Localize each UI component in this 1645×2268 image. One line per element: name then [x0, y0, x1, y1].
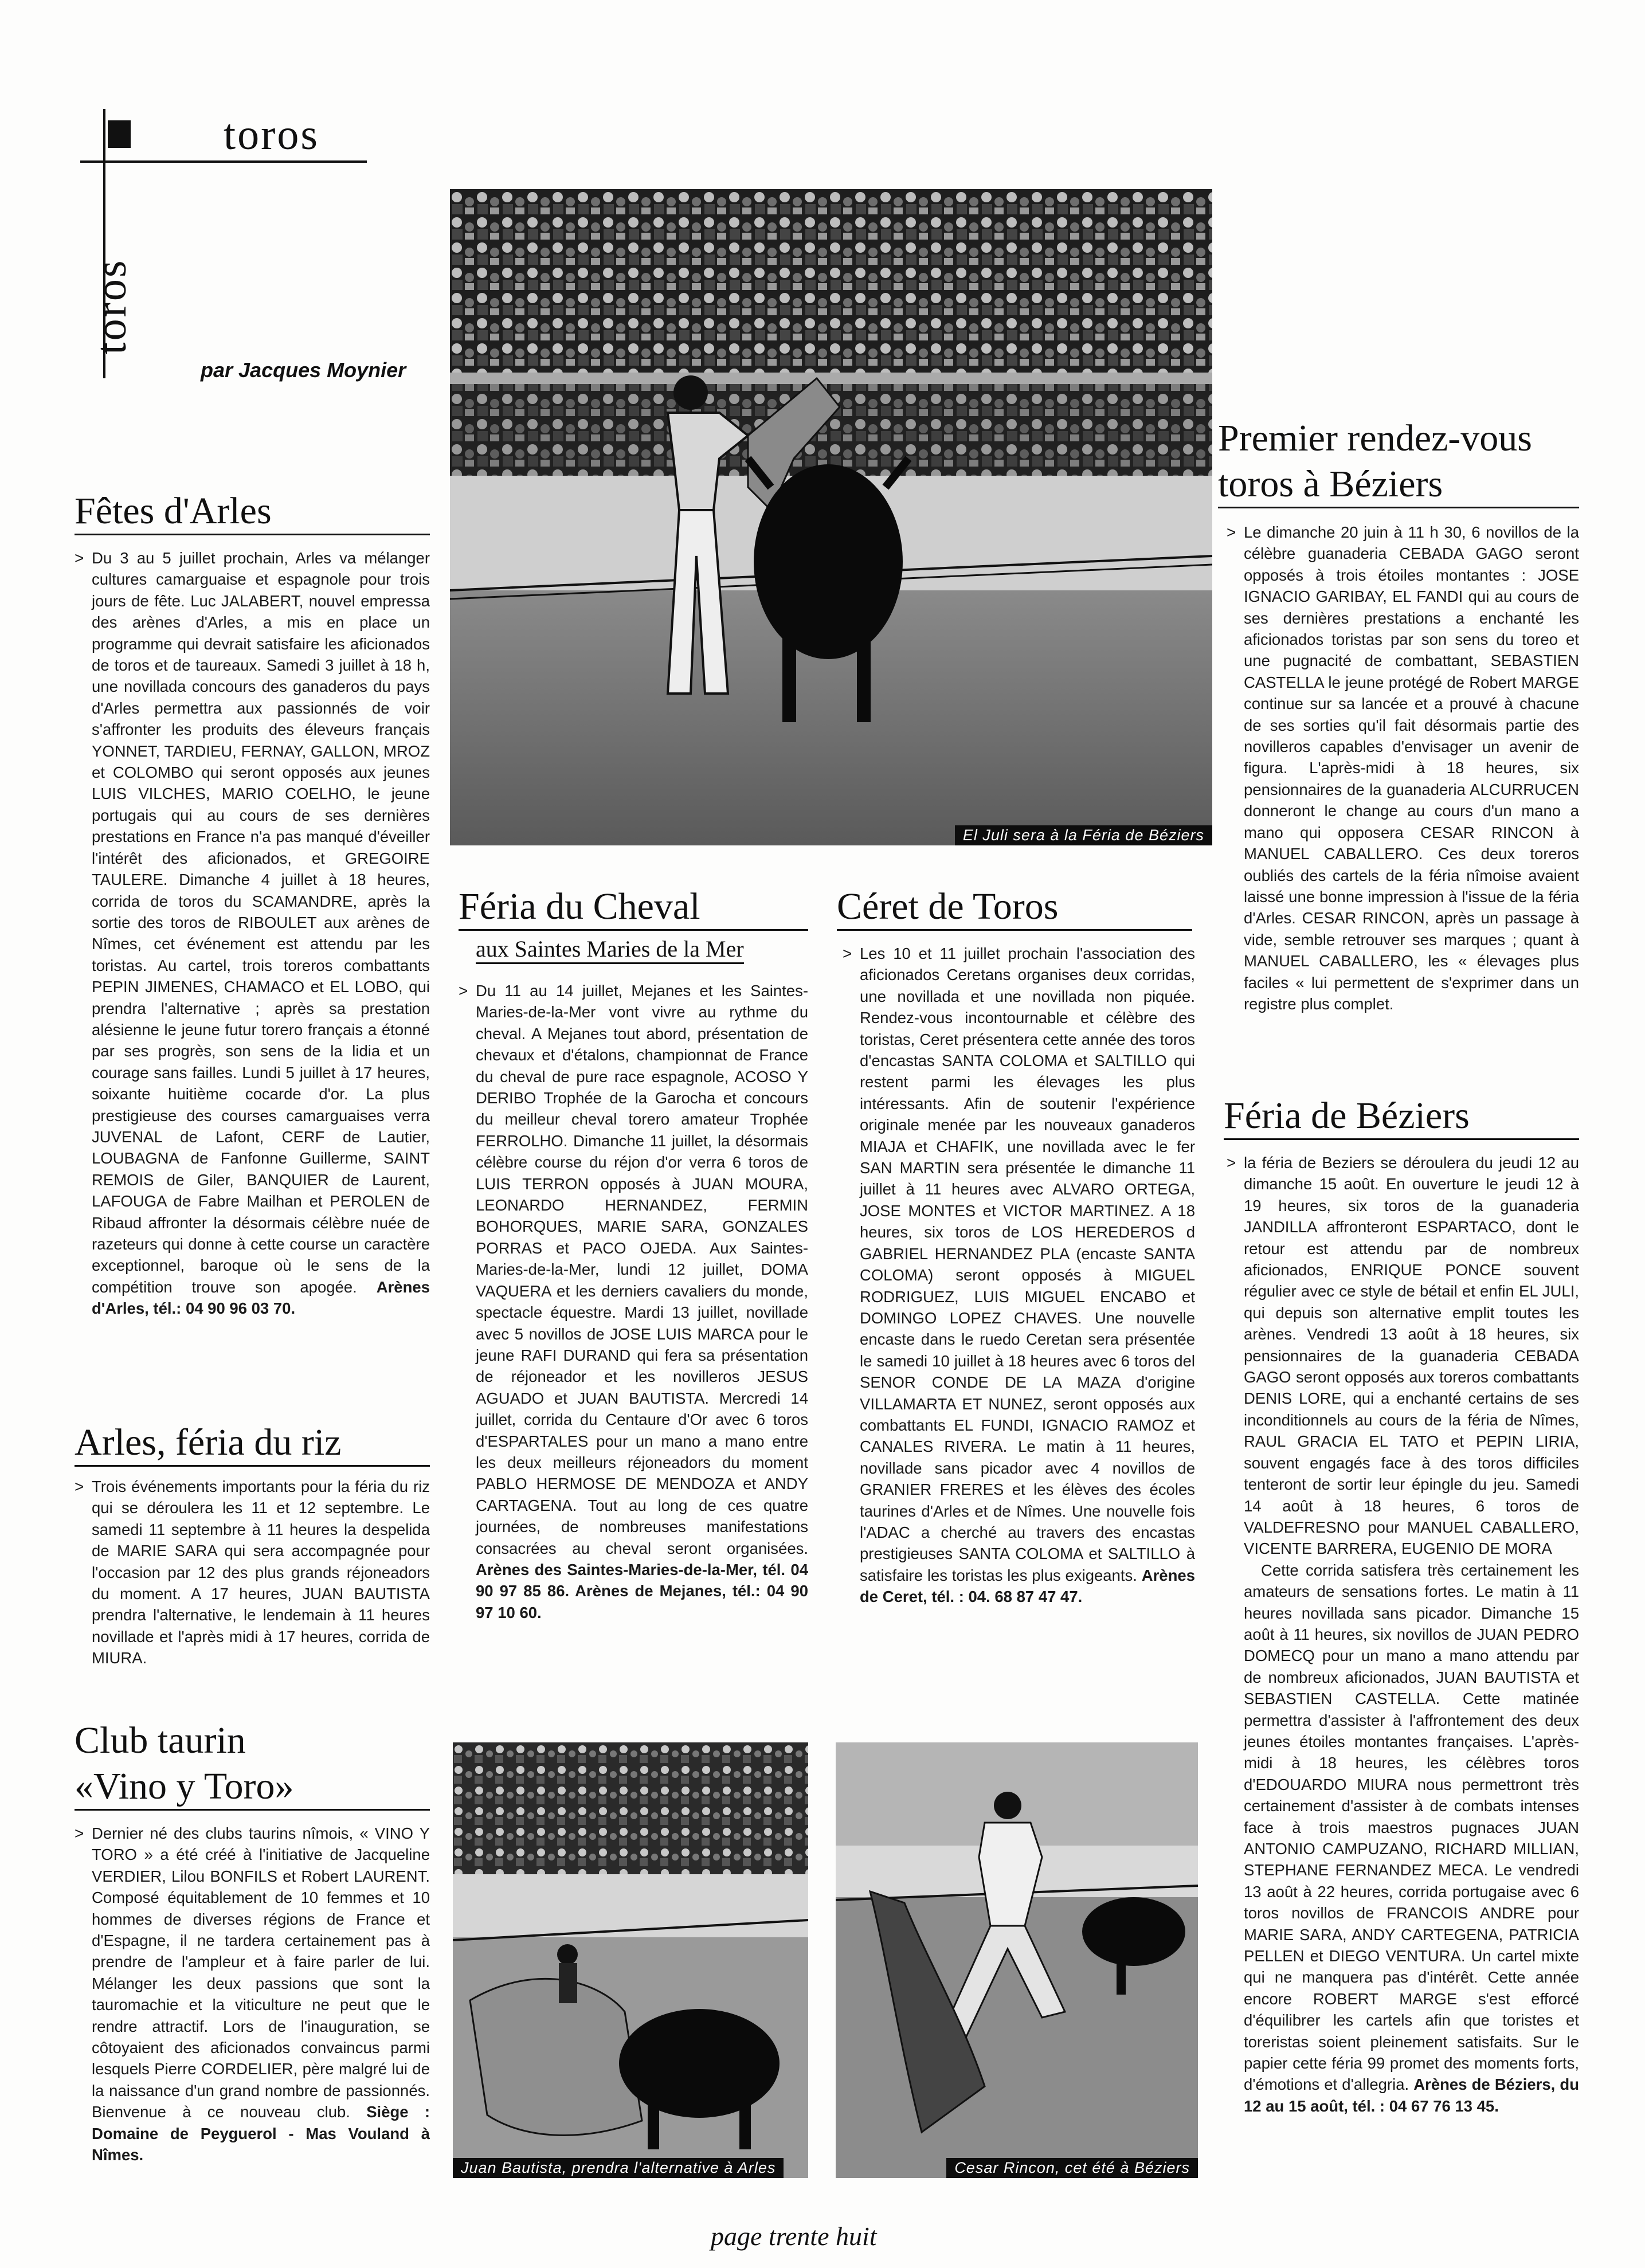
- heading-ceret: Céret de Toros: [837, 886, 1192, 931]
- article-club-taurin: [75, 1823, 430, 2166]
- photo-caption: Juan Bautista, prendra l'alternative à Arles: [453, 2158, 784, 2178]
- section-label: toros: [224, 111, 319, 159]
- heading-feria-riz: Arles, féria du riz: [75, 1421, 430, 1467]
- mark-square: [108, 120, 131, 148]
- article-body: Le dimanche 20 juin à 11 h 30, 6 novillos de la célèbre guanaderia CEBADA GAGO seront opposés à trois étoiles montantes : JOSE IGNACIO GARIBAY, EL FANDI qui au cours de ses dernières prestations a enchanté les aficionados toristas par son sens du toreo et une pugnacité de combattant, SEBASTIEN CASTELLA le jeune protégé de Robert MARGE continue sur sa lancée et a prouvé à chacune de ses sorties qu'il fait désormais partie des novilleros capables d'envisager un avenir de figura. L'après-midi à 18 heures, six pensionnaires de la guanaderia ALCURRUCEN donneront le change au cours d'un mano a mano qui opposera CESAR RINCON à MANUEL CABALLERO. Ces deux toreros oubliés des cartels de la féria nîmoise avaient laissé une bonne impression à l'issue de la féria d'Arles. CESAR RINCON, après un passage à vide, semble retrouver ses marques ; quant à MANUEL CABALLERO, les « élevages plus faciles « lui permettent de s'exprimer dans un registre plus complet.: [1244, 523, 1579, 1013]
- bullet-icon: >: [75, 1478, 84, 1495]
- heading-feria-cheval: Féria du Cheval: [459, 886, 808, 931]
- article-premier-rdv: [1227, 522, 1579, 1014]
- photo-caption: El Juli sera à la Féria de Béziers: [955, 825, 1212, 845]
- bullet-icon: >: [1227, 1154, 1236, 1172]
- article-contact: Arènes de Ceret, tél. : 04. 68 87 47 47.: [860, 1566, 1195, 1606]
- mark-horizontal-rule: [80, 160, 367, 163]
- article-body-continued: Cette corrida satisfera très certainement les amateurs de sensations fortes. Le matin à 11 heures novillada sans picador. Dimanche 15 août à 11 heures, six novillos de JUAN PEDRO DOMECQ pour un mano a mano attendu par de nombreux aficionados, JUAN BAUTISTA et SEBASTIEN CASTELLA. Cette matinée permettra d'assister à l'affrontement des deux jeunes étoiles montantes françaises. L'après-midi à 18 heures, les célèbres toros d'EDOUARDO MIURA nous permettront très certainement d'assister à de combats intenses face à trois maestros pugnaces JUAN ANTONIO CAMPUZANO, RICHARD MILLIAN, STEPHANE FERNANDEZ MECA. Le vendredi 13 août à 22 heures, corrida portugaise avec 6 toros novillos de FRANCOIS ANDRE pour MARIE SARA, ANDY CARTEGENA, PATRICIA PELLEN et DIEGO VENTURA. Un cartel mixte qui ne manquera pas d'intérêt. Cette année encore ROBERT MARGE s'est efforcé d'équilibrer les cartels afin que toristes et toreristas soient pleinement satisfaits. Sur le papier cette féria 99 promet des moments forts, d'émotions et d'allegria. Arènes de Béziers, du 12 au 15 août, tél. : 04 67 76 13 45.: [1244, 1561, 1580, 2115]
- photo-cesar-rincon: [836, 1742, 1198, 2178]
- article-feria-cheval: [459, 980, 808, 1623]
- section-mark: [80, 109, 436, 378]
- bullet-icon: >: [843, 945, 852, 962]
- article-body: Dernier né des clubs taurins nîmois, « VINO Y TORO » a été créé à l'initiative de Jacqueline VERDIER, Lilou BONFILS et Robert LAURENT. Composé équitablement de 10 femmes et 10 hommes de diverses régions de France et d'Espagne, il ne tardera certainement pas à prendre de l'ampleur et à faire parler de lui. Mélanger les deux passions que sont la tauromachie et la viticulture ne peut que le rendre attractif. Lors de l'inauguration, se côtoyaient des aficionados convaincus parmi lesquels Pierre CORDELIER, père malgré lui de la naissance d'un grand nombre de passionnés. Bienvenue à ce nouveau club.: [92, 1824, 430, 2121]
- article-body: Les 10 et 11 juillet prochain l'association des aficionados Ceretans organises deux corridas, une novillada et une novillada non piquée. Rendez-vous incontournable et célèbre des toristas, Ceret présentera cette année des toros d'encastas SANTA COLOMA et SALTILLO qui restent parmi les élevages les plus intéressants. Afin de soutenir l'expérience originale menée par les nouveaux ganaderos MIAJA et CHAFIK, une novillada avec le fer SAN MARTIN sera présentée le dimanche 11 juillet à 11 heures avec ALVARO ORTEGA, JOSE MONTES et VICTOR MARTINEZ. A 18 heures, six toros de LOS HEREDEROS d GABRIEL HERNANDEZ PLA (encaste SANTA COLOMA) seront opposés à MIGUEL RODRIGUEZ, LUIS MIGUEL ENCABO et DOMINGO LOPEZ CHAVES. Une nouvelle encaste dans le ruedo Ceretan sera présentée le samedi 10 juillet à 18 heures avec 6 toros del SENOR CONDE DE LA MAZA d'origine VILLAMARTA ET NUNEZ, seront opposés aux combattants EL FUNDI, IGNACIO RAMOZ et CANALES RIVERA. Le matin à 11 heures, novillade sans picador avec 4 novillos de GRANIER FRERES et les élèves des écoles taurines d'Arles et de Nîmes. Une nouvelle fois l'ADAC a cherché au travers des encastas prestigieuses SANTA COLOMA et SALTILLO à satisfaire les toristas les plus exigeants.: [860, 945, 1195, 1584]
- article-feria-beziers: [1227, 1152, 1580, 2117]
- article-contact: Arènes des Saintes-Maries-de-la-Mer, tél. 04 90 97 85 86. Arènes de Mejanes, tél.: 04 90 97 10 60.: [476, 1560, 808, 1621]
- article-feria-riz: [75, 1476, 430, 1669]
- heading-premier-rdv-2: toros à Béziers: [1218, 463, 1579, 508]
- subheading-saintes-maries: aux Saintes Maries de la Mer: [476, 935, 744, 964]
- heading-club-taurin-1: Club taurin: [75, 1719, 246, 1761]
- byline: par Jacques Moynier: [201, 358, 406, 382]
- photo-el-juli: [450, 189, 1212, 845]
- heading-feria-beziers: Féria de Béziers: [1224, 1095, 1579, 1140]
- bullet-icon: >: [1227, 523, 1236, 541]
- bullet-icon: >: [75, 1824, 84, 1842]
- article-contact: Siège : Domaine de Peyguerol - Mas Vouland à Nîmes.: [92, 2103, 430, 2164]
- heading-fetes-arles: Fêtes d'Arles: [75, 490, 430, 535]
- article-body: Du 11 au 14 juillet, Mejanes et les Saintes-Maries-de-la-Mer vont vivre au rythme du cheval. A Mejanes tout abord, présentation de chevaux et d'étalons, championnat de France du cheval de pure race espagnole, ACOSO Y DERIBO Trophée de la Garocha et concours du meilleur cheval torero amateur Trophée FERROLHO. Dimanche 11 juillet, la désormais célèbre course du réjon d'or verra 6 toros de LUIS TERRON opposés à JUAN MOURA, LEONARDO HERNANDEZ, FERMIN BOHORQUES, MARIE SARA, GONZALES PORRAS et PACO OJEDA. Aux Saintes-Maries-de-la-Mer, lundi 12 juillet, DOMA VAQUERA et les derniers cavaliers du monde, spectacle équestre. Mardi 13 juillet, novillade avec 5 novillos de JOSE LUIS MARCA pour le jeune RAFI DURAND qui fera sa présentation de réjoneador et les novilleros JESUS AGUADO et JUAN BAUTISTA. Mercredi 14 juillet, corrida du Centaure d'Or avec 6 toros d'ESPARTALES pour un mano a mano entre les deux meilleurs réjoneadors du moment PABLO HERMOSE DE MENDOZA et ANDY CARTAGENA. Tout au long de ces quatre journées, de nombreuses manifestations consacrées au cheval seront organisées.: [476, 982, 808, 1557]
- cesar-rincon-photo-image: [836, 1742, 1198, 2178]
- heading-premier-rdv-1: Premier rendez-vous: [1218, 417, 1532, 459]
- article-contact: Arènes de Béziers, du 12 au 15 août, tél. : 04 67 76 13 45.: [1244, 2075, 1580, 2115]
- article-ceret: [843, 943, 1195, 1608]
- section-label-vertical: toros: [87, 258, 135, 355]
- article-body: Du 3 au 5 juillet prochain, Arles va mélanger cultures camarguaise et espagnole pour trois jours de fête. Luc JALABERT, nouvel empressa des arènes d'Arles, a mis en place un programme qui devrait satisfaire les aficionados de toros et de taureaux. Samedi 3 juillet à 18 h, une novillada concours des ganaderos du pays d'Arles permettra aux passionnés de voir s'affronter les produits des éleveurs français YONNET, TARDIEU, FERNAY, GALLON, MROZ et COLOMBO qui seront opposés aux jeunes LUIS VILCHES, MARIO COELHO, le jeune portugais qui au cours de ses dernières prestations en France n'a pas manqué d'éveiller l'intérêt des aficionados, et GREGOIRE TAULERE. Dimanche 4 juillet à 18 heures, corrida de toros du SCAMANDRE, après la sortie des toros de RIBOULET aux arènes de Nîmes, cet événement est attendu par les toristas. Au cartel, trois toreros combattants PEPIN JIMENES, CHAMACO et EL LOBO, qui prendra l'alternative ; après sa prestation alésienne le jeune futur torero français a étonné par ses progrès, son sens de la lidia et un courage sans failles. Lundi 5 juillet à 17 heures, soixante huitième cocarde d'or. La plus prestigieuse des courses camarguaises verra JUVENAL de Lafont, CERF de Lautier, LOUBAGNA de Fanfonne Guillerme, SAINT REMOIS de Giler, BANQUIER de Laurent, LAFOUGA de Fabre Mailhan et PEROLEN de Ribaud affronter la désormais célèbre nuée de razeteurs qui donne à cette course un caractère exceptionnel, baroque où le sens de la compétition trouve son apogée.: [92, 549, 430, 1296]
- bullet-icon: >: [459, 982, 468, 1000]
- juan-bautista-photo-image: [453, 1742, 808, 2178]
- article-body: la féria de Beziers se déroulera du jeudi 12 au dimanche 15 août. En ouverture le jeudi 12 à 19 heures, six toros de la guanaderia JANDILLA affronteront ESPARTACO, dont le retour est attendu par de nombreux aficionados, ENRIQUE PONCE souvent régulier avec ce style de bétail et enfin EL JULI, qui depuis son alternative emplit toutes les arènes. Vendredi 13 août à 18 heures, six pensionnaires de la guanaderia CEBADA GAGO seront opposés aux toreros combattants DENIS LORE, qui a enchanté certains de ses inconditionnels au cours de la féria de Nîmes, RAUL GRACIA EL TATO et PEPIN LIRIA, souvent engagés face à des toros difficiles tenteront de sortir leur épingle du jeu. Samedi 14 août à 18 heures, 6 toros de VALDEFRESNO pour MANUEL CABALLERO, VICENTE BARRERA, EUGENIO DE MORA: [1244, 1154, 1579, 1558]
- heading-club-taurin-2: «Vino y Toro»: [75, 1765, 430, 1811]
- article-body: Trois événements importants pour la féria du riz qui se déroulera les 11 et 12 septembre. Le samedi 11 septembre à 11 heures la despelida de MARIE SARA qui sera accompagnée pour l'occasion par 12 des plus grands réjoneadors du moment. A 17 heures, JUAN BAUTISTA prendra l'alternative, le lendemain à 11 heures novillade et l'après midi à 17 heures, corrida de MIURA.: [92, 1478, 430, 1667]
- page-folio: page trente huit: [711, 2222, 877, 2251]
- photo-caption: Cesar Rincon, cet été à Béziers: [946, 2158, 1198, 2178]
- bullet-icon: >: [75, 549, 84, 567]
- photo-juan-bautista: [453, 1742, 808, 2178]
- article-contact: Arènes d'Arles, tél.: 04 90 96 03 70.: [92, 1278, 430, 1318]
- matador-photo-image: [450, 189, 1212, 845]
- article-fetes-arles: [75, 547, 430, 1319]
